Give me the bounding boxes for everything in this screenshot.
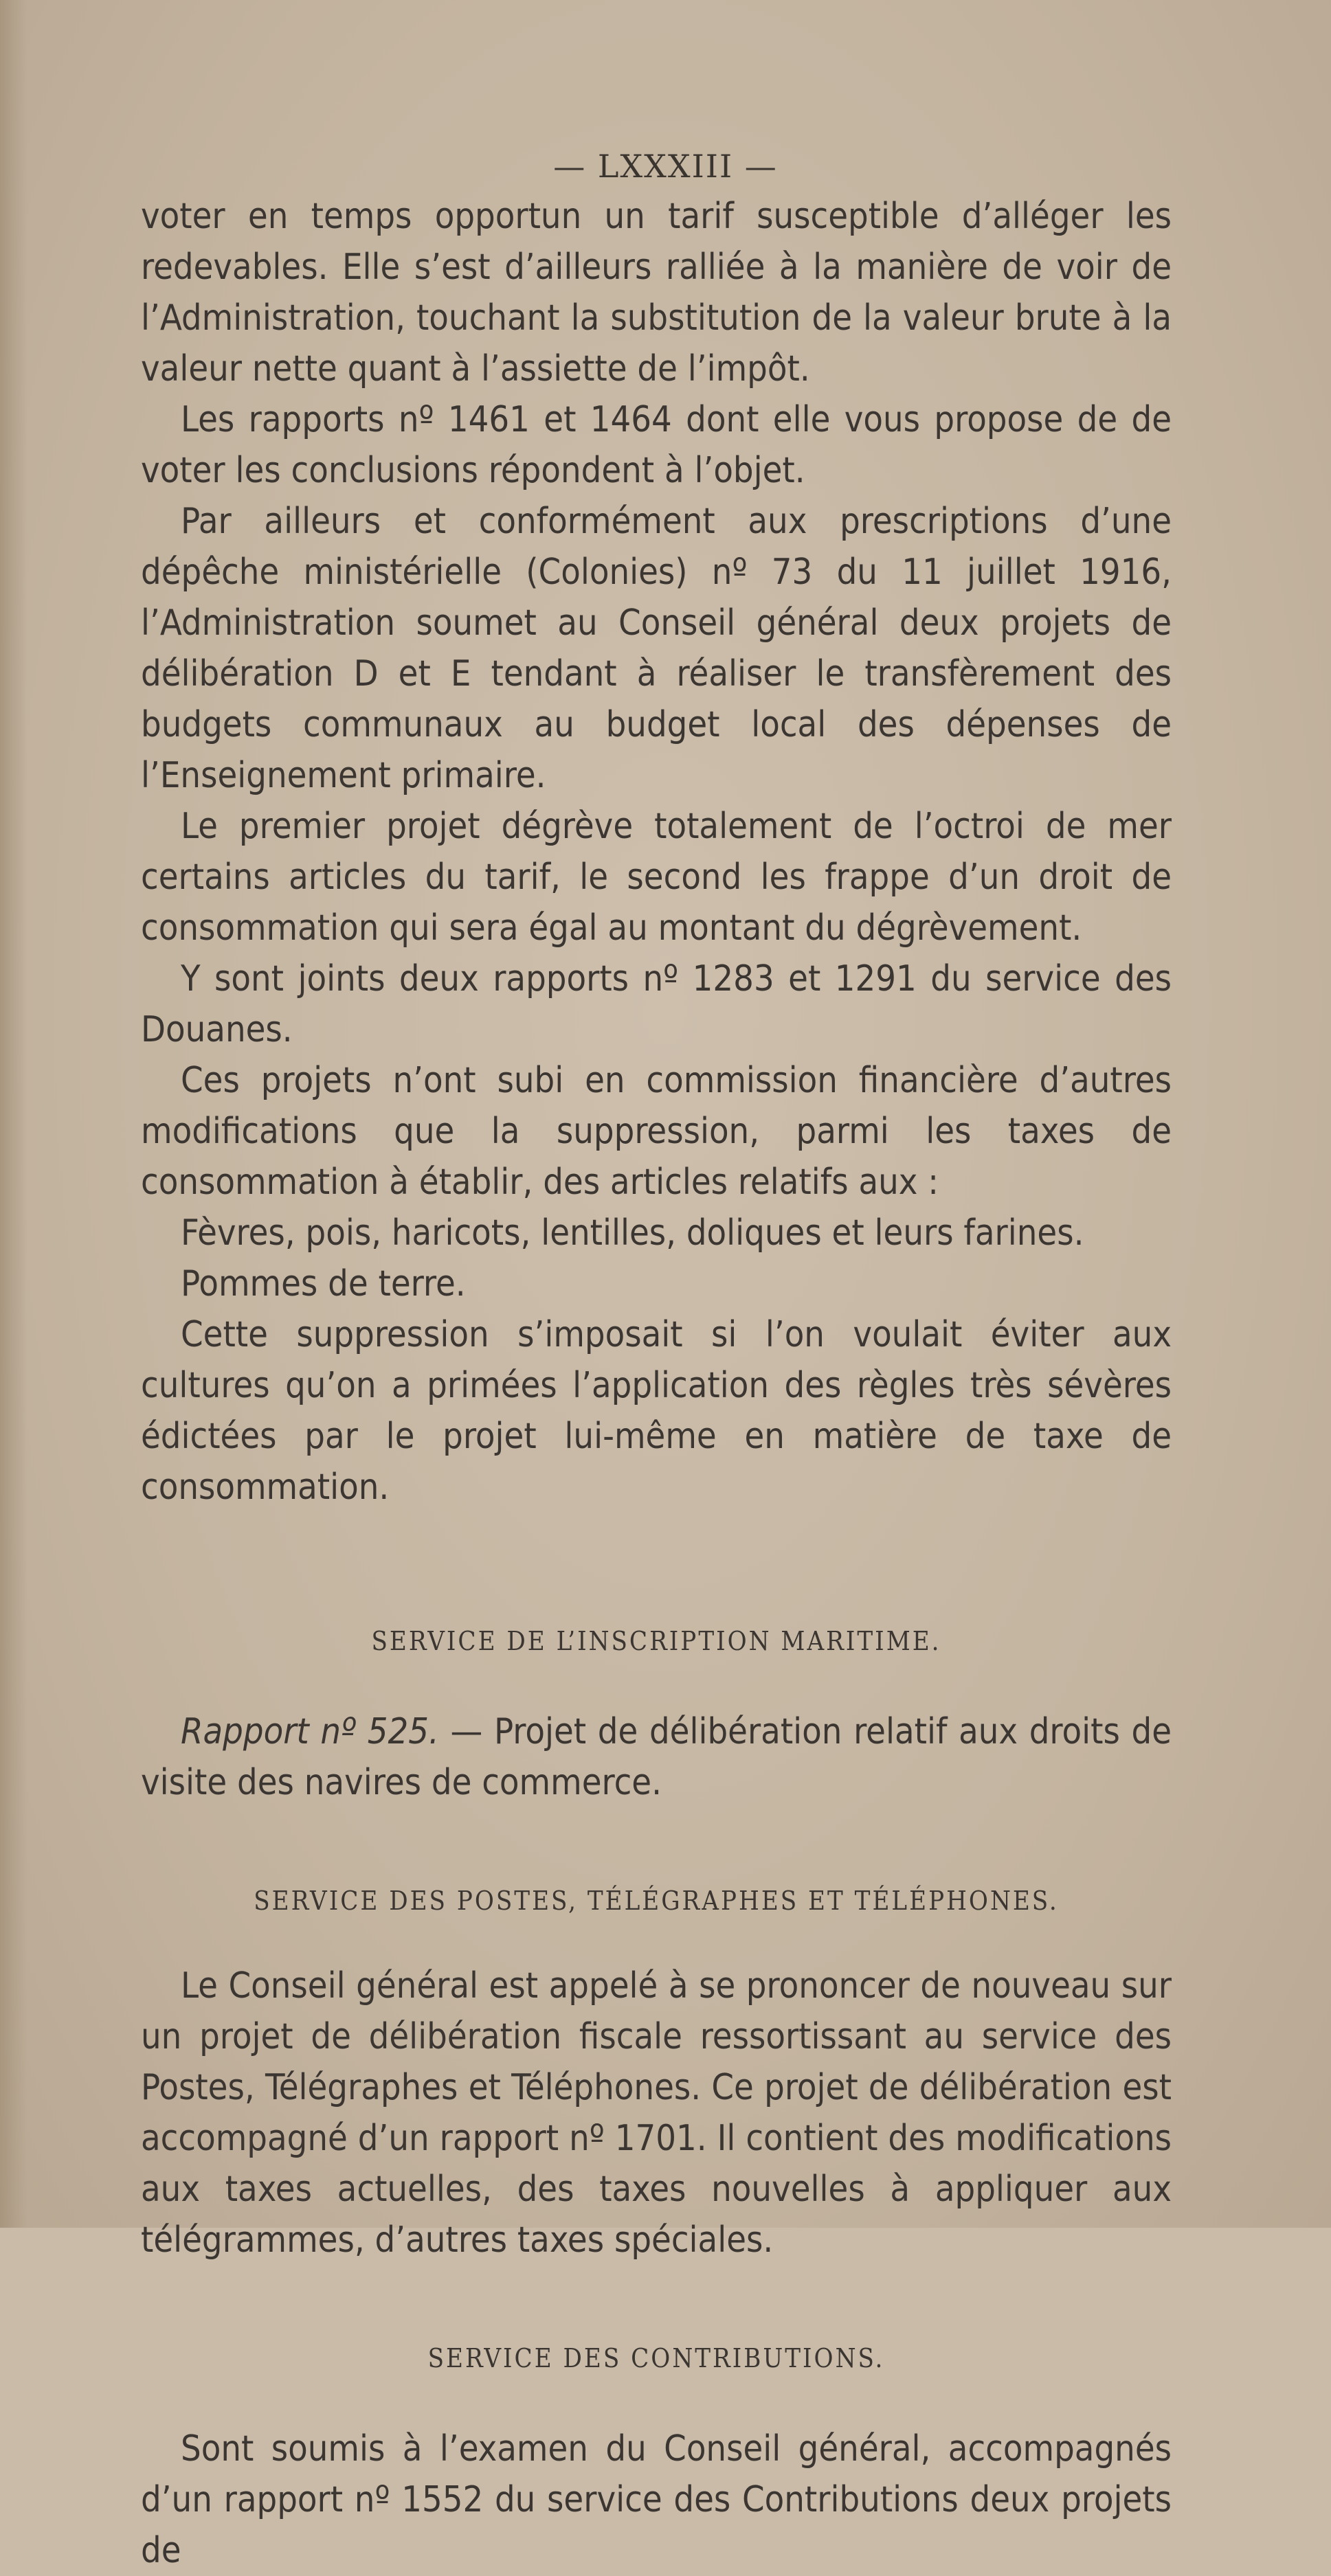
- paragraph-3: Par ailleurs et conformément aux prescriptions d’une dépêche ministérielle (Colonies) nº 73 du 11 juillet 1916, l’Administration soumet au Conseil général deux projets de délibération D et E tendant à réaliser le transfèrement des budgets communaux au budget local des dépenses de l’Enseignement primaire.: [141, 501, 1172, 796]
- report-525: [141, 1706, 1172, 1808]
- paragraph-contributions: Sont soumis à l’examen du Conseil général, accompagnés d’un rapport nº 1552 du service des Contributions deux projets de: [141, 2428, 1172, 2571]
- report-label: Rapport nº 525.: [181, 1711, 439, 1752]
- report-text: — Projet de délibération relatif aux droits de visite des navires de commerce.: [141, 1711, 1172, 1803]
- document-body: [141, 191, 1172, 2576]
- list-item-2: Pommes de terre.: [181, 1263, 466, 1304]
- page-number-header: — LXXXIII —: [553, 148, 778, 185]
- paragraph-7: Cette suppression s’imposait si l’on voulait éviter aux cultures qu’on a primées l’application des règles très sévères édictées par le projet lui-même en matière de taxe de consommation.: [141, 1314, 1172, 1508]
- paragraph-6: Ces projets n’ont subi en commission financière d’autres modifications que la suppression, parmi les taxes de consommation à établir, des articles relatifs aux :: [141, 1060, 1172, 1203]
- paragraph-4: Le premier projet dégrève totalement de l’octroi de mer certains articles du tarif, le second les frappe d’un droit de consommation qui sera égal au montant du dégrèvement.: [141, 806, 1172, 949]
- list-item-1: Fèvres, pois, haricots, lentilles, doliques et leurs farines.: [181, 1212, 1084, 1254]
- paragraph-postes: Le Conseil général est appelé à se prononcer de nouveau sur un projet de délibération fiscale ressortissant au service des Postes, Télégraphes et Téléphones. Ce projet de délibération est accompagné d’un rapport nº 1701. Il contient des modifications aux taxes actuelles, des taxes nouvelles à appliquer aux télégrammes, d’autres taxes spéciales.: [141, 1965, 1172, 2261]
- section-title-contributions: SERVICE DES CONTRIBUTIONS.: [427, 2343, 885, 2373]
- section-title-postes: SERVICE DES POSTES, TÉLÉGRAPHES ET TÉLÉPHONES.: [254, 1886, 1059, 1916]
- section-title-inscription-maritime: SERVICE DE L’INSCRIPTION MARITIME.: [371, 1626, 941, 1656]
- paragraph-5: Y sont joints deux rapports nº 1283 et 1291 du service des Douanes.: [141, 958, 1172, 1050]
- paragraph-1: voter en temps opportun un tarif susceptible d’alléger les redevables. Elle s’est d’ailleurs ralliée à la manière de voir de l’Administration, touchant la substitution de la valeur brute à la valeur nette quant à l’assiette de l’impôt.: [141, 196, 1172, 389]
- paragraph-2: Les rapports nº 1461 et 1464 dont elle vous propose de de voter les conclusions répondent à l’objet.: [141, 399, 1172, 491]
